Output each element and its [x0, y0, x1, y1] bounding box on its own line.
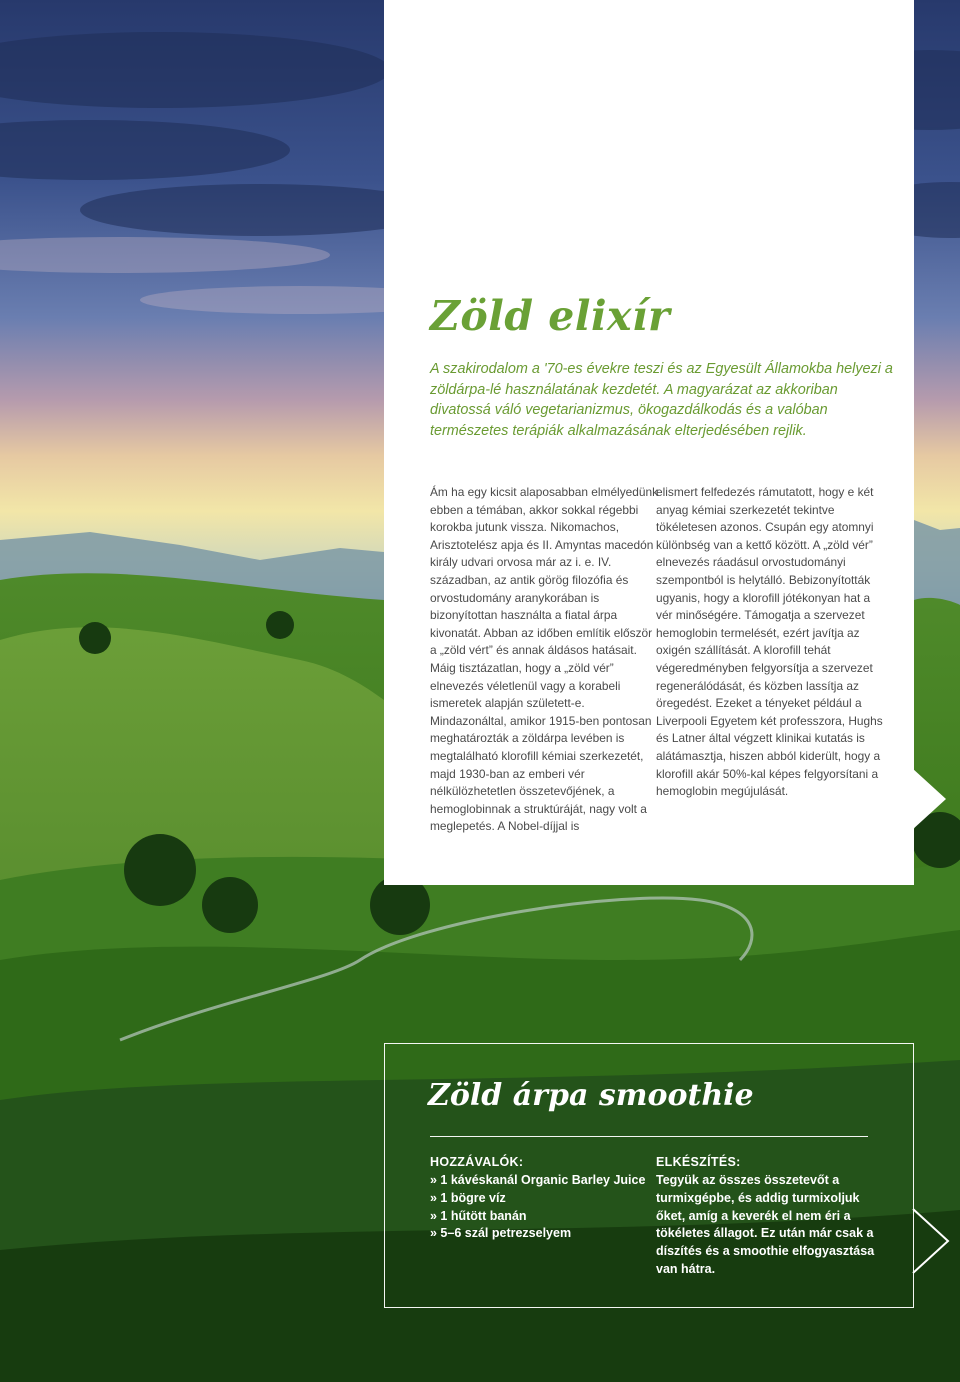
- article-column-left: Ám ha egy kicsit alaposabban elmélyedünk ebben a témában, akkor sokkal régebbi korokba jutunk vissza. Nikomachos, Arisztotelész apja és II. Amyntas macedón király udvari orvosa már az i. e. IV. században, az antik görög filozófia és orvostudomány aranykorában is bizonyítottan használta a fiatal árpa kivonatát. Abban az időben említik először a „zöld vért” és annak áldásos hatásait. Máig tisztázatlan, hogy a „zöld vér” elnevezés véletlenül vagy a korabeli ismeretek alapján született-e. Mindazonáltal, amikor 1915-ben pontosan meghatározták a zöldárpa levében is megtalálható klorofill kémiai szerkezetét, majd 1930-ban az emberi vér nélkülözhetetlen összetevőjének, a hemoglobinnak a struktúráját, nagy volt a meglepetés. A Nobel-díjjal is: [430, 485, 659, 834]
- ingredient-item: » 1 kávéskanál Organic Barley Juice: [430, 1173, 646, 1187]
- ingredient-item: » 1 hűtött banán: [430, 1208, 527, 1223]
- ingredient-item: » 5–6 szál petrezselyem: [430, 1226, 572, 1241]
- method-text: Tegyük az összes összetevőt a turmixgépbe, és addig turmixoljuk őket, amíg a keverék el nem éri a tökéletes állagot. Ez után már csak a díszítés és a smoothie elfogyasztása van hátra.: [656, 1173, 875, 1276]
- method-heading: ELKÉSZÍTÉS:: [656, 1155, 741, 1169]
- article-intro: A szakirodalom a '70-es évekre teszi és az Egyesült Államokba helyezi a zöldárpa-lé használatának kezdetét. A magyarázat az akkoriban divatossá váló vegetarianizmus, ökogazdálkodás és a valóban természetes terápiák alkalmazásának elterjedésében rejlik.: [430, 361, 893, 439]
- recipe-title-divider: [430, 1136, 868, 1137]
- chevron-right-outline-icon: [912, 1208, 952, 1274]
- ingredient-item: » 1 bögre víz: [430, 1190, 506, 1205]
- article-column-right: elismert felfedezés rámutatott, hogy e két anyag kémiai szerkezetét tekintve tökéletesen azonos. Csupán egy atomnyi különbség van a kettő között. A „zöld vér” elnevezés ráadásul orvostudományi szempontból is helytálló. Bebizonyították ugyanis, hogy a klorofill jótékonyan hat a vér minőségére. Támogatja a szervezet hemoglobin termelését, ezért javítja az oxigén szállítását. A klorofill tehát végeredményben felgyorsítja a szervezet regenerálódását, és közben lassítja az öregedést. Ezeket a tényeket például a Liverpooli Egyetem két professzora, Hughs és Latner által végzett klinikai kutatás is alátámasztja, hiszen abból kiderült, hogy a klorofill akár 50%-kal képes felgyorsítani a hemoglobin megújulását.: [656, 485, 883, 799]
- article-title: Zöld elixír: [430, 292, 671, 340]
- recipe-title: Zöld árpa smoothie: [428, 1078, 754, 1113]
- chevron-right-icon: [912, 768, 948, 830]
- ingredients-heading: HOZZÁVALÓK:: [430, 1155, 524, 1169]
- ingredients-list: [430, 1172, 645, 1243]
